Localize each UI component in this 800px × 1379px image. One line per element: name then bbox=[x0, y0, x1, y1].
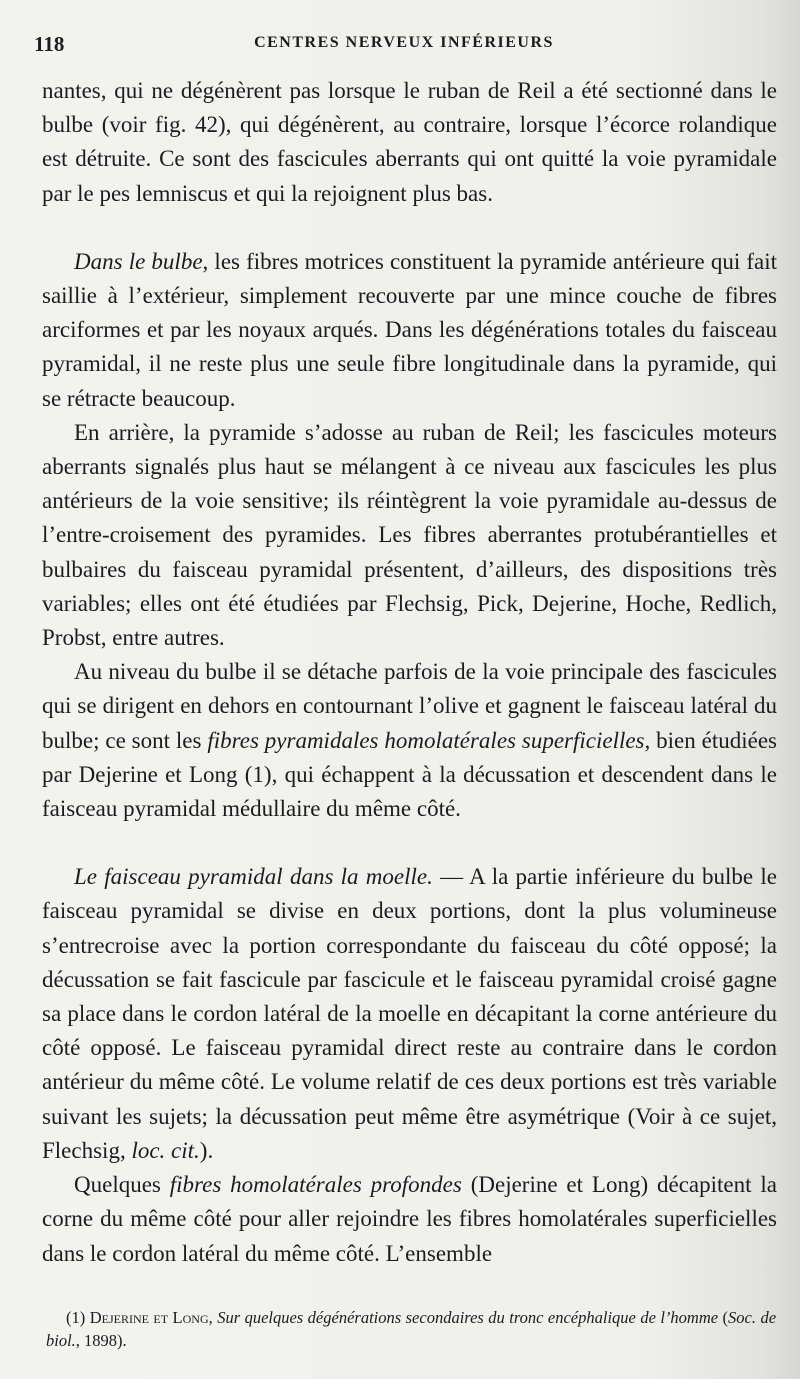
paragraph-en-arriere: En arrière, la pyramide s’adosse au ruban de Reil; les fascicules moteurs aberrants signalés plus haut se mélangent à ce niveau aux fascicules les plus antérieurs de la voie sensitive; ils réintègrent la voie pyramidale au-dessus de l’entre-croisement des pyramides. Les fibres aberrantes protubérantielles et bulbaires du faisceau pyramidal présentent, d’ailleurs, des dispositions très variables; elles ont été étudiées par Flechsig, Pick, Dejerine, Hoche, Redlich, Probst, entre autres. bbox=[42, 419, 777, 651]
section-lead: Le faisceau pyramidal dans la moelle. bbox=[74, 864, 433, 890]
body-text bbox=[42, 74, 777, 1271]
footnote-marker: (1) bbox=[66, 1308, 86, 1327]
page-number: 118 bbox=[34, 32, 65, 56]
italic-term: loc. cit. bbox=[131, 1137, 200, 1163]
paragraph-dans-le-bulbe: Dans le bulbe, les fibres motrices constituent la pyramide antérieure qui fait saillie à l’extérieur, simplement recouverte par une mince couche de fibres arciformes et par les noyaux arqués. Dans les dégénérations totales du faisceau pyramidal, il ne reste plus une seule fibre longitudinale dans la pyramide, qui se rétracte beaucoup. bbox=[42, 248, 778, 411]
footnote-source: Soc. de biol. bbox=[46, 1308, 777, 1350]
paragraph-gap bbox=[42, 211, 777, 245]
paragraph-faisceau-moelle: Le faisceau pyramidal dans la moelle. — A la partie inférieure du bulbe le faisceau pyramidal se divise en deux portions, dont la plus volumineuse s’entrecroise avec la portion correspondante du faisceau du côté opposé; la décussation se fait fascicule par fascicule et le faisceau pyramidal croisé gagne sa place dans le cordon latéral de la moelle en décapitant la corne antérieure du côté opposé. Le faisceau pyramidal direct reste au contraire dans le cordon antérieur du même côté. Le volume relatif de ces deux portions est très variable suivant les sujets; la décussation peut même être asymétrique (Voir à ce sujet, Flechsig, loc. cit.). bbox=[42, 864, 777, 1163]
paragraph-continued: nantes, qui ne dégénèrent pas lorsque le ruban de Reil a été sectionné dans le bulbe (voir fig. 42), qui dégénèrent, au contraire, lorsque l’écorce rolandique est détruite. Ce sont des fascicules aberrants qui ont quitté la voie pyramidale par le pes lemniscus et qui la rejoignent plus bas. bbox=[42, 78, 777, 206]
footnote: (1) Dejerine et Long, Sur quelques dégénérations secondaires du tronc encéphalique de l’homme (Soc. de biol., 1898). bbox=[46, 1308, 777, 1350]
italic-term: fibres pyramidales homolatérales superficielles, bbox=[207, 727, 651, 753]
italic-term: fibres homolatérales profondes bbox=[169, 1172, 462, 1198]
section-lead: Dans le bulbe, bbox=[74, 248, 209, 274]
footnote-authors: Dejerine et Long, bbox=[89, 1308, 213, 1327]
paragraph-au-niveau-du-bulbe: Au niveau du bulbe il se détache parfois de la voie principale des fascicules qui se dirigent en dehors en contournant l’olive et gagnent le faisceau latéral du bulbe; ce sont les fibres pyramidales homolatérales superficielles, bien étudiées par Dejerine et Long (1), qui échappent à la décussation et descendent dans le faisceau pyramidal médullaire du même côté. bbox=[42, 659, 777, 822]
paragraph-gap bbox=[42, 826, 777, 860]
page-header bbox=[34, 32, 774, 58]
footnote-title: Sur quelques dégénérations secondaires du tronc encéphalique de l’homme bbox=[217, 1308, 719, 1327]
running-head: CENTRES NERVEUX INFÉRIEURS bbox=[254, 34, 554, 51]
paragraph-quelques-fibres: Quelques fibres homolatérales profondes (Dejerine et Long) décapitent la corne du même côté pour aller rejoindre les fibres homolatérales superficielles dans le cordon latéral du même côté. L’ensemble bbox=[42, 1172, 777, 1266]
